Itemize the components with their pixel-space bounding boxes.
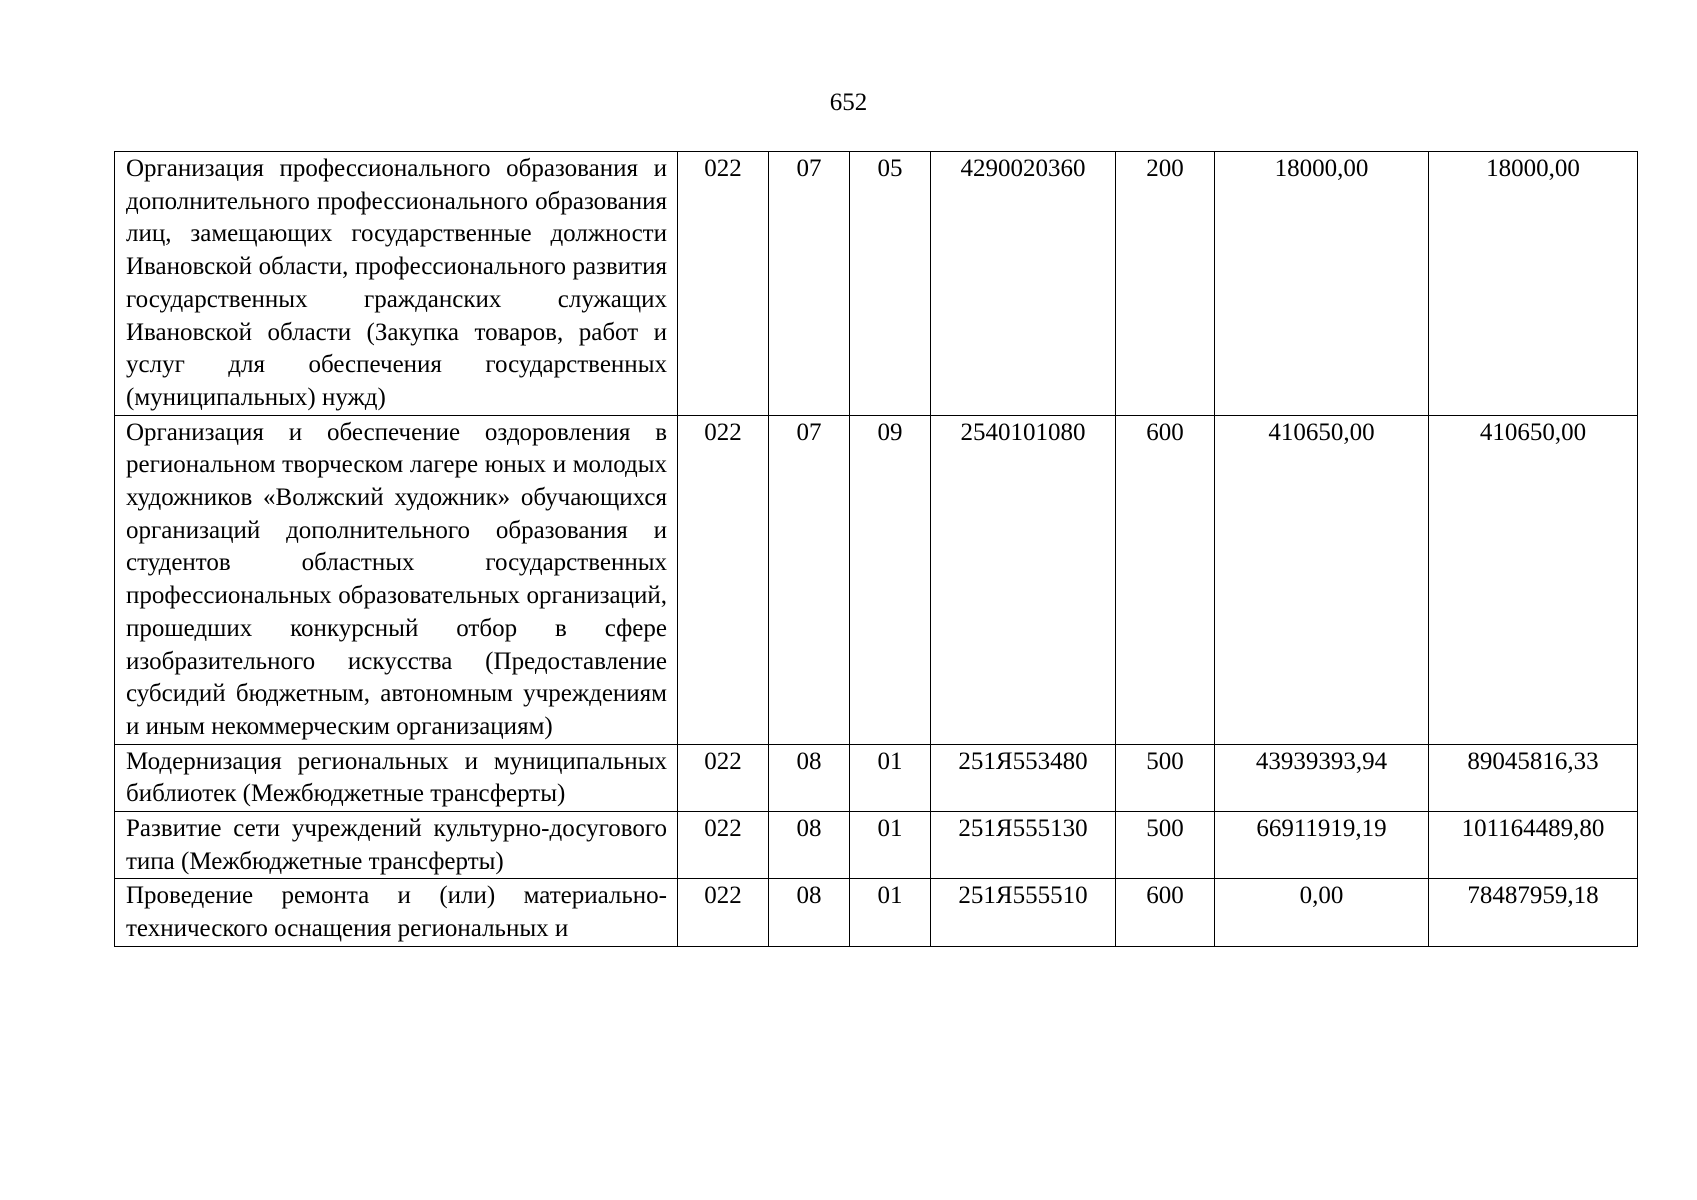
row-subsection: 01 — [850, 812, 931, 879]
row-description: Развитие сети учреждений культурно-досугового типа (Межбюджетные трансферты) — [115, 812, 678, 879]
table-row — [115, 879, 1638, 946]
row-amount-2: 410650,00 — [1429, 415, 1638, 744]
row-description: Модернизация региональных и муниципальных библиотек (Межбюджетные трансферты) — [115, 744, 678, 811]
row-target-article: 251Я553480 — [931, 744, 1116, 811]
row-code: 022 — [678, 812, 769, 879]
row-amount-1: 43939393,94 — [1215, 744, 1429, 811]
row-subsection: 05 — [850, 152, 931, 416]
page-number: 652 — [829, 89, 868, 116]
row-expense-type: 500 — [1116, 744, 1215, 811]
budget-table — [114, 151, 1638, 947]
row-section: 07 — [769, 415, 850, 744]
table-row — [115, 744, 1638, 811]
row-target-article: 2540101080 — [931, 415, 1116, 744]
row-code: 022 — [678, 879, 769, 946]
row-amount-2: 78487959,18 — [1429, 879, 1638, 946]
row-description: Проведение ремонта и (или) материально-технического оснащения региональных и — [115, 879, 678, 946]
row-subsection: 09 — [850, 415, 931, 744]
table-row — [115, 812, 1638, 879]
row-section: 08 — [769, 812, 850, 879]
row-description: Организация и обеспечение оздоровления в региональном творческом лагере юных и молодых художников «Волжский художник» обучающихся организаций дополнительного образования и студентов областных государственных профессиональных образовательных организаций, прошедших конкурсный отбор в сфере изобразительного искусства (Предоставление субсидий бюджетным, автономным учреждениям и иным некоммерческим организациям) — [115, 415, 678, 744]
row-target-article: 4290020360 — [931, 152, 1116, 416]
row-expense-type: 600 — [1116, 879, 1215, 946]
row-amount-1: 66911919,19 — [1215, 812, 1429, 879]
row-subsection: 01 — [850, 744, 931, 811]
row-section: 07 — [769, 152, 850, 416]
row-target-article: 251Я555510 — [931, 879, 1116, 946]
table-row — [115, 152, 1638, 416]
row-amount-2: 18000,00 — [1429, 152, 1638, 416]
table-row — [115, 415, 1638, 744]
row-description: Организация профессионального образования и дополнительного профессионального образования лиц, замещающих государственные должности Ивановской области, профессионального развития государственных гражданских служащих Ивановской области (Закупка товаров, работ и услуг для обеспечения государственных (муниципальных) нужд) — [115, 152, 678, 416]
row-code: 022 — [678, 744, 769, 811]
row-amount-2: 101164489,80 — [1429, 812, 1638, 879]
row-section: 08 — [769, 744, 850, 811]
row-subsection: 01 — [850, 879, 931, 946]
row-amount-1: 0,00 — [1215, 879, 1429, 946]
row-amount-1: 18000,00 — [1215, 152, 1429, 416]
row-target-article: 251Я555130 — [931, 812, 1116, 879]
row-code: 022 — [678, 415, 769, 744]
row-code: 022 — [678, 152, 769, 416]
row-expense-type: 500 — [1116, 812, 1215, 879]
row-expense-type: 600 — [1116, 415, 1215, 744]
row-amount-2: 89045816,33 — [1429, 744, 1638, 811]
row-section: 08 — [769, 879, 850, 946]
row-expense-type: 200 — [1116, 152, 1215, 416]
row-amount-1: 410650,00 — [1215, 415, 1429, 744]
